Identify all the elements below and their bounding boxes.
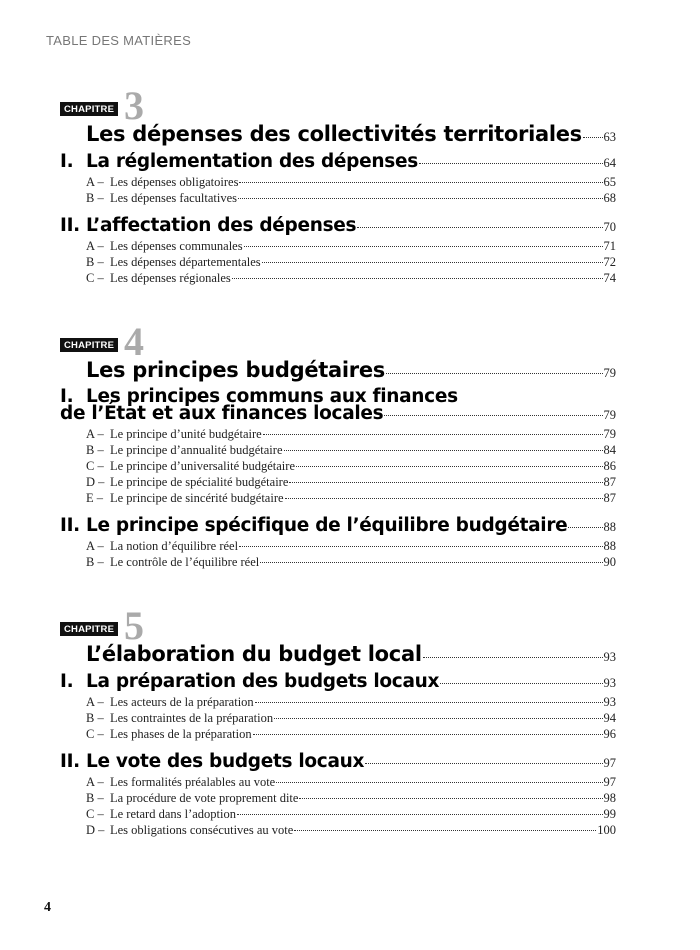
subsection-title: Les phases de la préparation xyxy=(110,727,252,741)
dot-leader xyxy=(262,262,603,263)
chapter-header xyxy=(60,603,616,648)
chapter-title: L’élaboration du budget local xyxy=(86,642,422,666)
toc-entry-section[interactable] xyxy=(60,152,616,172)
page-number: 74 xyxy=(603,271,616,285)
dot-leader xyxy=(285,498,603,499)
toc-entry-chapter[interactable] xyxy=(86,642,616,666)
page-number: 88 xyxy=(603,520,616,534)
dot-leader xyxy=(263,434,603,435)
subsection-letter: D – xyxy=(86,475,105,489)
dot-leader xyxy=(357,227,602,228)
page-number: 93 xyxy=(603,676,616,690)
toc-entry-section[interactable] xyxy=(60,752,616,772)
toc-entry-section[interactable] xyxy=(60,516,616,536)
chapter-4 xyxy=(60,319,616,570)
toc-entry-subsection[interactable] xyxy=(86,538,616,554)
section-title: La réglementation des dépenses xyxy=(86,151,418,172)
dot-leader xyxy=(440,683,602,684)
toc-entry-subsection[interactable] xyxy=(86,822,616,838)
dot-leader xyxy=(274,718,602,719)
page-number: 84 xyxy=(603,443,616,457)
toc-entry-subsection[interactable] xyxy=(86,458,616,474)
toc-entry-subsection[interactable] xyxy=(86,774,616,790)
subsection-title: Le principe d’universalité budgétaire xyxy=(110,459,295,473)
section-title: La préparation des budgets locaux xyxy=(86,671,440,692)
toc-entry-subsection[interactable] xyxy=(86,490,616,506)
subsection-title: La notion d’équilibre réel xyxy=(110,539,239,553)
page-number: 87 xyxy=(603,475,616,489)
toc-entry-subsection[interactable] xyxy=(86,190,616,206)
subsection-letter: A – xyxy=(86,539,104,553)
page-number: 97 xyxy=(603,775,616,789)
page-number: 86 xyxy=(603,459,616,473)
page-number: 68 xyxy=(603,191,616,205)
dot-leader xyxy=(255,702,603,703)
dot-leader xyxy=(238,198,602,199)
subsection-letter: A – xyxy=(86,175,104,189)
section-title: Le principe spécifique de l’équilibre budgétaire xyxy=(86,515,568,536)
page-number: 79 xyxy=(603,427,616,441)
chapter-badge: CHAPITRE xyxy=(60,338,118,352)
chapter-header xyxy=(60,319,616,364)
toc-entry-subsection[interactable] xyxy=(86,694,616,710)
page-number: 79 xyxy=(603,366,616,380)
subsection-title: Les contraintes de la préparation xyxy=(110,711,274,725)
dot-leader xyxy=(239,182,602,183)
toc-entry-section[interactable] xyxy=(60,216,616,236)
section-title-line2: de l’État et aux finances locales xyxy=(60,403,384,424)
subsection-letter: B – xyxy=(86,443,104,457)
dot-leader xyxy=(237,814,603,815)
page-number: 97 xyxy=(603,756,616,770)
page-number: 70 xyxy=(603,220,616,234)
subsection-letter: B – xyxy=(86,711,104,725)
subsection-letter: C – xyxy=(86,459,104,473)
chapter-header xyxy=(60,83,616,128)
page-number: 64 xyxy=(603,156,616,170)
chapter-title: Les principes budgétaires xyxy=(86,358,385,382)
subsection-title: La procédure de vote proprement dite xyxy=(110,791,299,805)
subsection-title: Les acteurs de la préparation xyxy=(110,695,254,709)
section-number: II. xyxy=(60,215,80,236)
dot-leader xyxy=(419,163,603,164)
folio-page-number: 4 xyxy=(44,900,51,915)
dot-leader xyxy=(284,450,603,451)
subsection-letter: A – xyxy=(86,695,104,709)
dot-leader xyxy=(232,278,603,279)
toc-entry-subsection[interactable] xyxy=(86,442,616,458)
subsection-title: Le retard dans l’adoption xyxy=(110,807,236,821)
subsection-title: Le principe de spécialité budgétaire xyxy=(110,475,289,489)
subsection-letter: C – xyxy=(86,807,104,821)
toc-entry-subsection[interactable] xyxy=(86,474,616,490)
subsection-title: Les obligations consécutives au vote xyxy=(110,823,294,837)
dot-leader xyxy=(423,657,603,658)
page-number: 96 xyxy=(603,727,616,741)
toc-entry-subsection[interactable] xyxy=(86,806,616,822)
chapter-badge: CHAPITRE xyxy=(60,102,118,116)
page-number: 65 xyxy=(603,175,616,189)
subsection-letter: C – xyxy=(86,727,104,741)
chapter-badge: CHAPITRE xyxy=(60,622,118,636)
page-number: 63 xyxy=(603,130,616,144)
subsection-title: Le principe d’unité budgétaire xyxy=(110,427,262,441)
chapter-number: 3 xyxy=(124,83,144,128)
section-number: I. xyxy=(60,671,74,692)
toc-entry-section[interactable] xyxy=(60,388,616,423)
subsection-title: Les dépenses facultatives xyxy=(110,191,238,205)
dot-leader xyxy=(260,562,602,563)
toc-entry-subsection[interactable] xyxy=(86,254,616,270)
toc-entry-subsection[interactable] xyxy=(86,554,616,570)
chapter-5 xyxy=(60,603,616,838)
section-number: II. xyxy=(60,751,80,772)
subsection-letter: B – xyxy=(86,191,104,205)
section-title: L’affectation des dépenses xyxy=(86,215,357,236)
subsection-title: Les dépenses obligatoires xyxy=(110,175,239,189)
subsection-title: Le contrôle de l’équilibre réel xyxy=(110,555,260,569)
section-number: I. xyxy=(60,386,74,407)
toc-entry-subsection[interactable] xyxy=(86,790,616,806)
chapter-title: Les dépenses des collectivités territoriales xyxy=(86,122,582,146)
dot-leader xyxy=(583,137,603,138)
dot-leader xyxy=(244,246,603,247)
dot-leader xyxy=(294,830,596,831)
dot-leader xyxy=(276,782,602,783)
subsection-title: Les dépenses communales xyxy=(110,239,243,253)
section-number: II. xyxy=(60,515,80,536)
dot-leader xyxy=(384,415,602,416)
chapter-3 xyxy=(60,83,616,286)
dot-leader xyxy=(365,763,602,764)
section-number: I. xyxy=(60,151,74,172)
subsection-letter: A – xyxy=(86,239,104,253)
subsection-letter: B – xyxy=(86,555,104,569)
toc-entry-subsection[interactable] xyxy=(86,270,616,286)
subsection-title: Le principe d’annualité budgétaire xyxy=(110,443,283,457)
toc-entry-section[interactable] xyxy=(60,672,616,692)
running-head: TABLE DES MATIÈRES xyxy=(46,33,192,48)
dot-leader xyxy=(299,798,602,799)
page-number: 79 xyxy=(603,408,616,422)
dot-leader xyxy=(239,546,602,547)
subsection-letter: C – xyxy=(86,271,104,285)
page-number: 100 xyxy=(597,823,616,837)
subsection-letter: B – xyxy=(86,255,104,269)
page-number: 72 xyxy=(603,255,616,269)
subsection-letter: B – xyxy=(86,791,104,805)
section-title-line1: Les principes communs aux finances xyxy=(86,386,458,407)
subsection-letter: A – xyxy=(86,775,104,789)
subsection-title: Le principe de sincérité budgétaire xyxy=(110,491,284,505)
chapter-number: 5 xyxy=(124,603,144,648)
subsection-letter: A – xyxy=(86,427,104,441)
dot-leader xyxy=(289,482,602,483)
page-number: 87 xyxy=(603,491,616,505)
page-number: 90 xyxy=(603,555,616,569)
page-number: 98 xyxy=(603,791,616,805)
toc-entry-subsection[interactable] xyxy=(86,726,616,742)
page-number: 88 xyxy=(603,539,616,553)
subsection-title: Les formalités préalables au vote xyxy=(110,775,276,789)
page-number: 71 xyxy=(603,239,616,253)
toc-entry-chapter[interactable] xyxy=(86,122,616,146)
toc-entry-subsection[interactable] xyxy=(86,174,616,190)
page-number: 94 xyxy=(603,711,616,725)
subsection-title: Les dépenses départementales xyxy=(110,255,261,269)
toc-entry-subsection[interactable] xyxy=(86,238,616,254)
subsection-letter: E – xyxy=(86,491,104,505)
dot-leader xyxy=(253,734,603,735)
dot-leader xyxy=(296,466,603,467)
dot-leader xyxy=(568,527,602,528)
toc-entry-subsection[interactable] xyxy=(86,710,616,726)
dot-leader xyxy=(386,373,603,374)
page-number: 99 xyxy=(603,807,616,821)
chapter-number: 4 xyxy=(124,319,144,364)
section-title: Le vote des budgets locaux xyxy=(86,751,365,772)
subsection-letter: D – xyxy=(86,823,105,837)
page-number: 93 xyxy=(603,695,616,709)
toc-entry-chapter[interactable] xyxy=(86,358,616,382)
page-number: 93 xyxy=(603,650,616,664)
subsection-title: Les dépenses régionales xyxy=(110,271,231,285)
toc-entry-subsection[interactable] xyxy=(86,426,616,442)
